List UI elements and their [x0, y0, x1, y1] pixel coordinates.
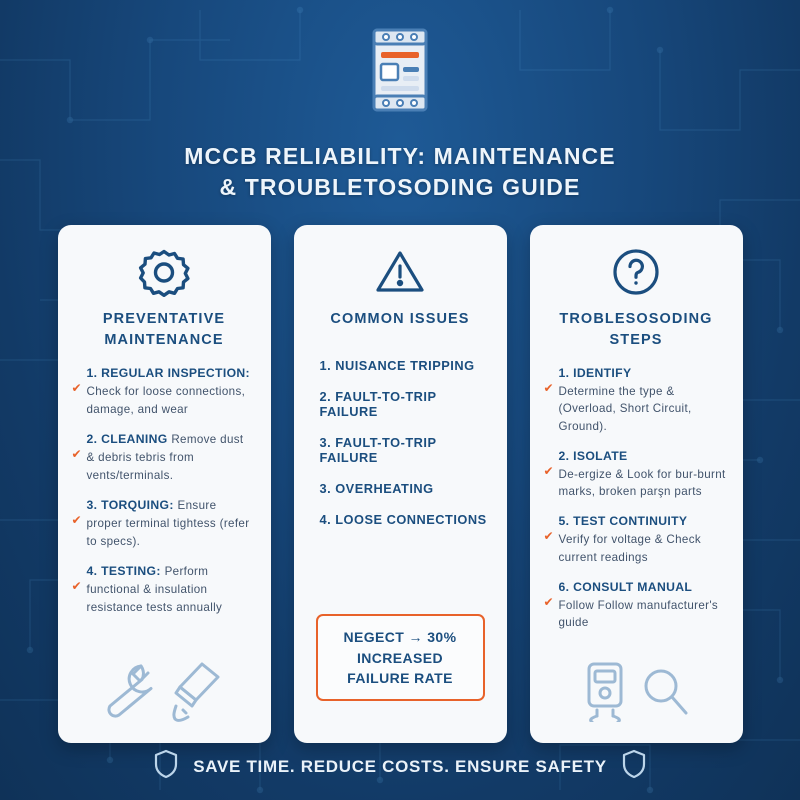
- step-body: Check for loose connections, damage, and wear: [86, 384, 246, 416]
- check-icon: ✔: [71, 513, 82, 528]
- card-title: [310, 309, 491, 330]
- step-body: De-ergize & Look for bur-burnt marks, broken parşn parts: [558, 467, 726, 499]
- check-icon: ✔: [71, 447, 82, 462]
- list-item: [543, 365, 727, 435]
- step-body: Determine the type & (Overload, Short Circuit, Ground).: [558, 384, 692, 433]
- step-body: Follow Follow manufacturer's guide: [558, 598, 719, 629]
- callout-line1: NEGECT → 30%: [343, 629, 457, 646]
- card-title: [546, 309, 727, 351]
- callout-line3: FAILURE RATE: [347, 669, 453, 686]
- step-heading: [87, 431, 255, 484]
- step-title: CONSULT MANUAL: [573, 579, 693, 594]
- card-title-line1: COMMON ISSUES: [330, 311, 470, 328]
- multimeter-icon: [581, 658, 631, 727]
- neglect-callout: [316, 614, 485, 701]
- step-title: REGULAR INSPECTION:: [101, 366, 250, 381]
- list-item: [543, 513, 727, 565]
- check-icon: ✔: [543, 463, 554, 478]
- list-item: [71, 431, 255, 484]
- list-item: [543, 579, 727, 631]
- card-troubleshooting-steps: [530, 225, 743, 743]
- step-number: 4.: [86, 564, 98, 579]
- step-title: ISOLATE: [573, 448, 628, 463]
- callout-line2: INCREASED: [356, 649, 444, 666]
- card-title-line2: STEPS: [609, 332, 663, 349]
- check-icon: ✔: [543, 594, 554, 609]
- step-heading: [559, 365, 727, 435]
- step-heading: [87, 365, 255, 418]
- list-item: [543, 448, 727, 500]
- banner-text: SAVE TIME. REDUCE COSTS. ENSURE SAFETY: [193, 756, 607, 776]
- step-number: 3.: [86, 498, 98, 513]
- cards-row: [0, 225, 800, 743]
- step-number: 5.: [558, 514, 570, 529]
- circuit-breaker-icon: [0, 18, 800, 127]
- check-icon: ✔: [543, 529, 554, 544]
- bottom-banner: [0, 749, 800, 784]
- step-number: 2.: [558, 448, 570, 463]
- step-heading: [87, 563, 255, 616]
- brush-icon: [169, 660, 223, 727]
- gear-icon: [74, 245, 255, 299]
- step-number: 1.: [86, 366, 98, 381]
- page-title-line2: & TROUBLETOSODING GUIDE: [219, 174, 581, 201]
- step-title: IDENTIFY: [573, 366, 632, 381]
- list-item: [71, 497, 255, 550]
- step-title: CLEANING: [101, 432, 168, 447]
- step-number: 6.: [558, 579, 570, 594]
- page-title: [0, 141, 800, 203]
- wrench-icon: [105, 660, 161, 727]
- shield-icon: [621, 749, 647, 784]
- step-body: Perform functional & insulation resistance tests annually: [86, 565, 223, 614]
- card-title-line2: MAINTENANCE: [104, 332, 224, 349]
- question-mark-icon: [546, 245, 727, 299]
- warning-triangle-icon: [310, 245, 491, 299]
- list-item: 3. FAULT-TO-TRIP FAILURE: [319, 435, 437, 466]
- list-item: 1. NUISANCE TRIPPING: [319, 358, 475, 374]
- step-heading: [559, 579, 727, 631]
- check-icon: ✔: [71, 579, 82, 594]
- check-icon: ✔: [71, 381, 82, 396]
- step-heading: [559, 513, 727, 565]
- list-item: [71, 365, 255, 418]
- card-title-line1: PREVENTATIVE: [102, 311, 226, 328]
- common-issues-list: [310, 358, 491, 543]
- card-common-issues: [294, 225, 507, 743]
- shield-icon: [153, 749, 179, 784]
- card-title: [74, 309, 255, 351]
- step-body: Ensure proper terminal tightess (refer to specs).: [86, 499, 250, 548]
- troubleshooting-step-list: [543, 365, 727, 644]
- card-footer-art: [546, 649, 727, 727]
- list-item: 3. OVERHEATING: [319, 481, 434, 497]
- step-body: Verify for voltage & Check current readings: [558, 533, 701, 564]
- step-title: TORQUING:: [101, 498, 174, 513]
- step-number: 2.: [86, 432, 98, 447]
- step-body: Remove dust & debris tebris from vents/terminals.: [86, 433, 244, 482]
- step-number: 1.: [558, 366, 570, 381]
- list-item: [71, 563, 255, 616]
- step-heading: [87, 497, 255, 550]
- page-title-line1: MCCB RELIABILITY: MAINTENANCE: [184, 143, 616, 169]
- maintenance-step-list: [71, 365, 255, 629]
- list-item: 4. LOOSE CONNECTIONS: [319, 512, 487, 528]
- poster-header: [0, 0, 800, 203]
- step-title: TEST CONTINUITY: [573, 514, 688, 529]
- step-title: TESTING:: [101, 564, 161, 579]
- step-heading: [559, 448, 727, 500]
- check-icon: ✔: [543, 381, 554, 396]
- list-item: 2. FAULT-TO-TRIP FAILURE: [319, 389, 437, 420]
- magnifier-icon: [639, 664, 691, 727]
- card-preventative-maintenance: [58, 225, 271, 743]
- card-footer-art: [74, 649, 255, 727]
- card-title-line1: TROBLESOSODING: [559, 311, 713, 328]
